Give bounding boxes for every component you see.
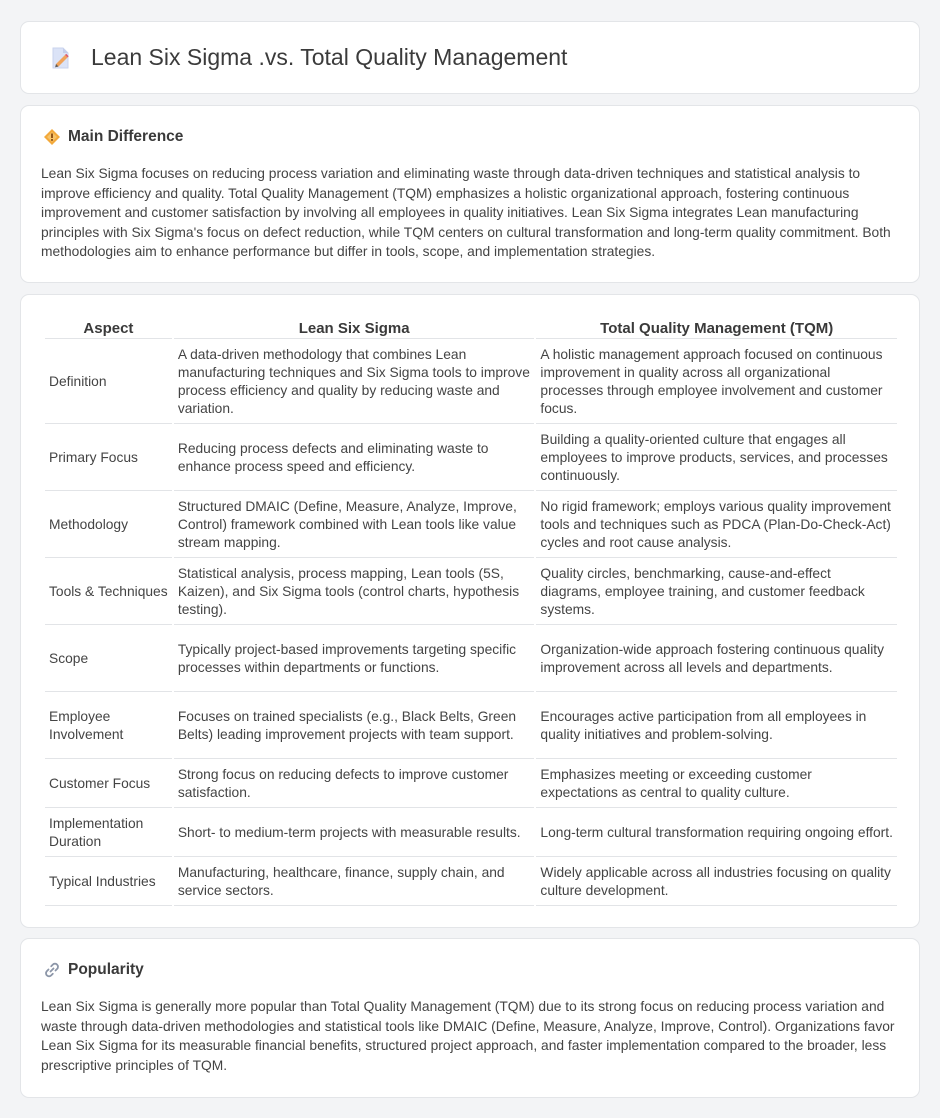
diamond-warning-icon [43, 128, 61, 146]
table-row [45, 859, 897, 906]
main-difference-card [20, 105, 920, 283]
main-difference-heading: Main Difference [68, 128, 184, 145]
header-tqm: Total Quality Management (TQM) [536, 317, 897, 339]
tqm-cell: Widely applicable across all industries focusing on quality culture development. [536, 859, 897, 906]
aspect-cell: Implementation Duration [45, 810, 172, 857]
table-header-row [45, 317, 897, 339]
tqm-cell: Encourages active participation from all employees in quality initiatives and problem-solving. [536, 694, 897, 759]
table-row [45, 761, 897, 808]
lss-cell: A data-driven methodology that combines Lean manufacturing techniques and Six Sigma tools to improve process efficiency and quality by reducing waste and variation. [174, 341, 535, 424]
lss-cell: Focuses on trained specialists (e.g., Black Belts, Green Belts) leading improvement projects with team support. [174, 694, 535, 759]
table-row [45, 341, 897, 424]
aspect-cell: Scope [45, 627, 172, 692]
page-title: Lean Six Sigma .vs. Total Quality Management [91, 44, 568, 70]
comparison-table [43, 315, 899, 908]
table-row [45, 810, 897, 857]
tqm-cell: Emphasizes meeting or exceeding customer expectations as central to quality culture. [536, 761, 897, 808]
table-row [45, 560, 897, 625]
lss-cell: Manufacturing, healthcare, finance, supply chain, and service sectors. [174, 859, 535, 906]
table-row [45, 694, 897, 759]
header-lean-six-sigma: Lean Six Sigma [174, 317, 535, 339]
lss-cell: Short- to medium-term projects with measurable results. [174, 810, 535, 857]
popularity-heading: Popularity [68, 961, 144, 978]
lss-cell: Statistical analysis, process mapping, Lean tools (5S, Kaizen), and Six Sigma tools (control charts, hypothesis testing). [174, 560, 535, 625]
table-row [45, 493, 897, 558]
table-row [45, 426, 897, 491]
tqm-cell: No rigid framework; employs various quality improvement tools and techniques such as PDCA (Plan-Do-Check-Act) cycles and root cause analysis. [536, 493, 897, 558]
tqm-cell: Quality circles, benchmarking, cause-and-effect diagrams, employee training, and customer feedback systems. [536, 560, 897, 625]
aspect-cell: Employee Involvement [45, 694, 172, 759]
aspect-cell: Tools & Techniques [45, 560, 172, 625]
tqm-cell: Building a quality-oriented culture that engages all employees to improve products, services, and processes continuously. [536, 426, 897, 491]
tqm-cell: A holistic management approach focused on continuous improvement in quality across all organizational processes through employee involvement and customer focus. [536, 341, 897, 424]
link-icon [43, 961, 61, 979]
lss-cell: Reducing process defects and eliminating waste to enhance process speed and efficiency. [174, 426, 535, 491]
tqm-cell: Long-term cultural transformation requiring ongoing effort. [536, 810, 897, 857]
document-edit-icon [47, 45, 73, 71]
table-row [45, 627, 897, 692]
tqm-cell: Organization-wide approach fostering continuous quality improvement across all levels and departments. [536, 627, 897, 692]
title-card [20, 21, 920, 94]
lss-cell: Strong focus on reducing defects to improve customer satisfaction. [174, 761, 535, 808]
popularity-card [20, 938, 920, 1098]
aspect-cell: Typical Industries [45, 859, 172, 906]
header-aspect: Aspect [45, 317, 172, 339]
aspect-cell: Methodology [45, 493, 172, 558]
aspect-cell: Customer Focus [45, 761, 172, 808]
main-difference-text: Lean Six Sigma focuses on reducing process variation and eliminating waste through data-driven techniques and statistical analysis to improve efficiency and quality. Total Quality Management (TQM) emphasizes a holistic organizational approach, fostering continuous improvement and customer satisfaction by involving all employees in quality initiatives. Lean Six Sigma integrates Lean manufacturing principles with Six Sigma's focus on defect reduction, while TQM centers on cultural transformation and long-term quality commitment. Both methodologies aim to enhance performance but differ in tools, scope, and implementation strategies. [41, 166, 891, 260]
comparison-card [20, 294, 920, 928]
aspect-cell: Definition [45, 341, 172, 424]
popularity-text: Lean Six Sigma is generally more popular than Total Quality Management (TQM) due to its strong focus on reducing process variation and waste through data-driven methodologies and statistical tools like DMAIC (Define, Measure, Analyze, Improve, Control). Organizations favor Lean Six Sigma for its measurable financial benefits, structured project approach, and faster implementation compared to the broader, less prescriptive principles of TQM. [41, 999, 895, 1073]
lss-cell: Typically project-based improvements targeting specific processes within departments or functions. [174, 627, 535, 692]
lss-cell: Structured DMAIC (Define, Measure, Analyze, Improve, Control) framework combined with Lean tools like value stream mapping. [174, 493, 535, 558]
aspect-cell: Primary Focus [45, 426, 172, 491]
